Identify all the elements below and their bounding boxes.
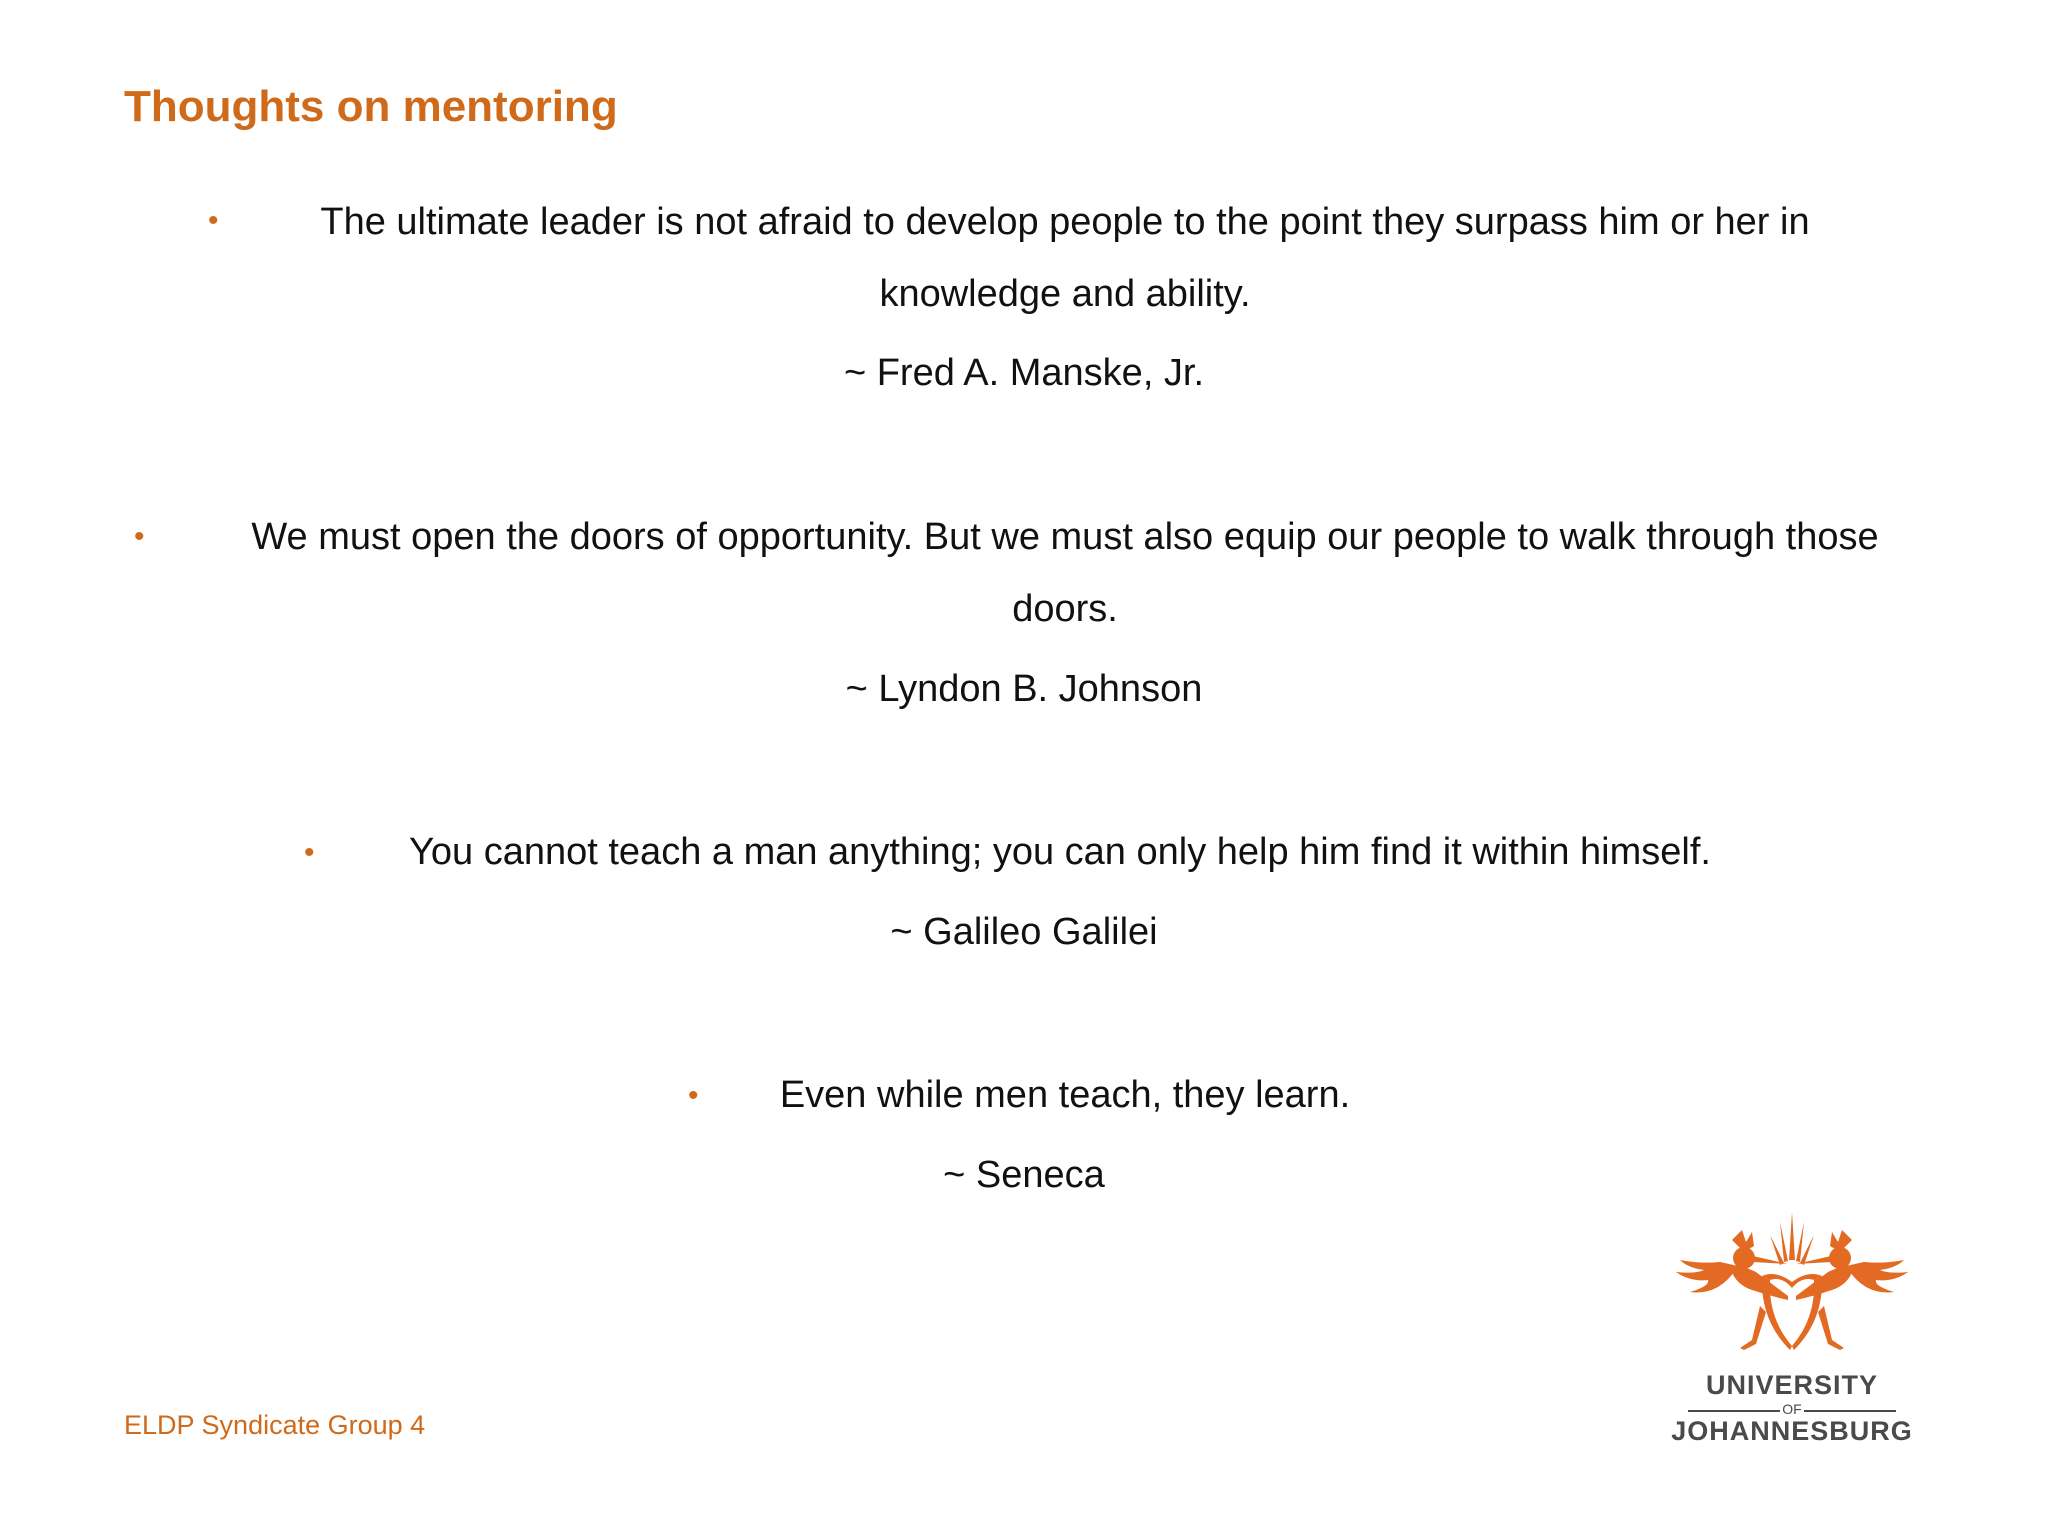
bullet-2: • bbox=[134, 520, 145, 553]
university-crest-icon bbox=[1660, 1200, 1924, 1370]
logo-rule-right bbox=[1804, 1410, 1896, 1412]
quote-4-author: ~ Seneca bbox=[943, 1154, 1105, 1196]
quote-4-text: Even while men teach, they learn. bbox=[779, 1074, 1351, 1116]
quote-3-text: You cannot teach a man anything; you can only help him find it within himself. bbox=[409, 831, 1711, 873]
bullet-4: • bbox=[688, 1079, 699, 1112]
logo-of-text: OF bbox=[1782, 1401, 1802, 1417]
footer-label: ELDP Syndicate Group 4 bbox=[124, 1410, 426, 1440]
logo-university-text: UNIVERSITY bbox=[1705, 1370, 1879, 1400]
quote-3-author: ~ Galileo Galilei bbox=[890, 911, 1158, 953]
bullet-3: • bbox=[304, 836, 315, 869]
quote-1-text: The ultimate leader is not afraid to develop people to the point they surpass him or her in knowledge and ability. bbox=[320, 201, 1810, 315]
logo-johannesburg-text: JOHANNESBURG bbox=[1671, 1416, 1913, 1446]
quote-2-author: ~ Lyndon B. Johnson bbox=[845, 668, 1203, 710]
university-logo bbox=[1660, 1200, 1924, 1450]
quote-2-text: We must open the doors of opportunity. But we must also equip our people to walk through those doors. bbox=[251, 516, 1879, 630]
slide-title: Thoughts on mentoring bbox=[124, 82, 618, 131]
quote-1-author: ~ Fred A. Manske, Jr. bbox=[843, 352, 1205, 394]
bullet-1: • bbox=[208, 204, 219, 237]
